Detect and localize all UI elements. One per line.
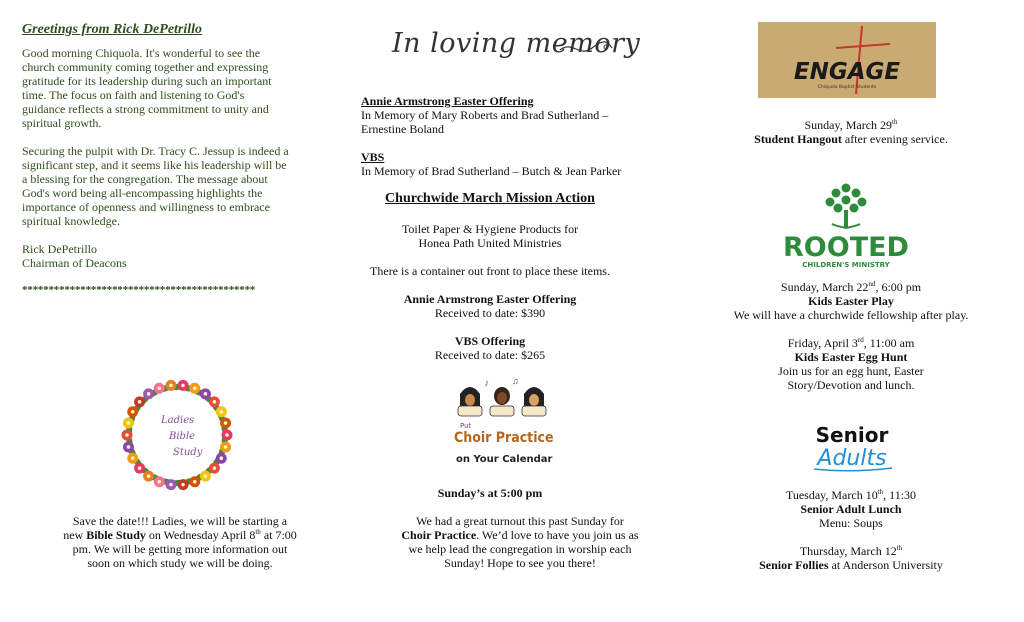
senior-lunch-event <box>726 488 976 530</box>
egg-hunt-line-2: Story/Devotion and lunch. <box>787 378 915 392</box>
wreath-flower-center <box>147 392 151 396</box>
wreath-flower-center <box>138 466 142 470</box>
wreath-flower-center <box>169 384 173 388</box>
kids-egg-hunt-event <box>726 336 976 392</box>
ladies-bible-study-wreath-logo <box>115 373 239 497</box>
annie-armstrong-memorial-heading: Annie Armstrong Easter Offering <box>361 94 534 108</box>
senior-follies-date: Thursday, March 12th <box>799 544 903 558</box>
wreath-flower-center <box>204 474 208 478</box>
student-hangout-event <box>726 118 976 146</box>
wreath-flower-center <box>157 386 161 390</box>
wreath-flower-center <box>224 445 228 449</box>
senior-follies-event <box>726 544 976 572</box>
annie-offering-heading: Annie Armstrong Easter Offering <box>403 292 577 306</box>
wreath-flower-center <box>157 480 161 484</box>
wreath-flower-center <box>193 386 197 390</box>
mission-items-line-1: Toilet Paper & Hygiene Products for <box>401 222 579 236</box>
annie-memorial-line-2: Ernestine Boland <box>361 122 444 136</box>
wreath-flower-center <box>169 483 173 487</box>
senior-adults-logo <box>806 420 898 474</box>
vbs-offering-received: Received to date: $265 <box>434 348 546 362</box>
wreath-flower-center <box>138 400 142 404</box>
mission-action-title: Churchwide March Mission Action <box>385 191 595 206</box>
kids-easter-play-event <box>726 280 976 322</box>
wreath-flower-center <box>147 474 151 478</box>
kids-play-note: We will have a churchwide fellowship after play. <box>733 308 969 322</box>
kids-play-date: Sunday, March 22nd, 6:00 pm <box>780 280 922 294</box>
wreath-flower-center <box>193 480 197 484</box>
wreath-word-bible: Bible <box>169 431 196 442</box>
senior-logo-bottom: Adults <box>817 446 887 471</box>
signature-name: Rick DePetrillo <box>22 242 97 256</box>
choir-practice-text: We had a great turnout this past Sunday for Choir Practice. We’d love to have you join us as we help lead the congregation in worship each Sunday! Hope to see you there! <box>401 514 639 570</box>
wreath-flower-center <box>204 392 208 396</box>
choir-practice-time: Sunday’s at 5:00 pm <box>437 486 543 500</box>
wreath-flower-center <box>131 456 135 460</box>
vbs-memorial-line: In Memory of Brad Sutherland – Butch & Jean Parker <box>361 164 622 178</box>
wreath-flower-center <box>127 445 131 449</box>
choir-practice-logo <box>452 376 554 472</box>
logo-on-your-calendar: on Your Calendar <box>456 454 553 465</box>
choir-singers-icon <box>458 376 546 416</box>
senior-lunch-menu: Menu: Soups <box>819 516 883 530</box>
wreath-flower-center <box>213 400 217 404</box>
wreath-flower-center <box>125 433 129 437</box>
rooted-childrens-ministry-logo <box>776 182 916 270</box>
wreath-flower-center <box>127 421 131 425</box>
rooted-logo-text: ROOTED <box>783 232 909 263</box>
engage-logo-sub: Chiquola Baptist Students <box>817 85 877 90</box>
student-hangout-date: Sunday, March 29th <box>804 118 898 132</box>
wreath-flower-center <box>213 466 217 470</box>
engage-logo-text: ENGAGE <box>793 59 901 85</box>
mission-items-line-2: Honea Path United Ministries <box>418 236 562 250</box>
rooted-logo-sub: CHILDREN'S MINISTRY <box>802 261 890 269</box>
wreath-flower-center <box>131 410 135 414</box>
container-note: There is a container out front to place these items. <box>370 264 610 278</box>
senior-lunch-title: Senior Adult Lunch <box>800 502 902 516</box>
flourish-icon <box>558 36 614 60</box>
vbs-memorial-heading: VBS <box>361 150 385 164</box>
in-loving-memory-title: In loving memory <box>392 28 641 59</box>
wreath-flower-center <box>225 433 229 437</box>
wreath-word-ladies: Ladies <box>161 415 195 426</box>
wreath-flower-center <box>219 456 223 460</box>
senior-follies-title: Senior Follies at Anderson University <box>759 558 943 572</box>
mission-items <box>352 222 628 250</box>
kids-play-title: Kids Easter Play <box>808 294 894 308</box>
wreath-word-study: Study <box>173 447 203 458</box>
egg-hunt-title: Kids Easter Egg Hunt <box>794 350 908 364</box>
greetings-paragraph-2: Securing the pulpit with Dr. Tracy C. Jessup is indeed a significant step, and it seems like his leadership will be a blessing for the congregation. The message about God's word being all-encompassing highlights the importance of openness and willingness to embrace spiritual knowledge. <box>22 144 289 228</box>
student-hangout-title: Student Hangout after evening service. <box>754 132 948 146</box>
senior-logo-top: Senior <box>815 423 889 447</box>
egg-hunt-line-1: Join us for an egg hunt, Easter <box>778 364 924 378</box>
greetings-title: Greetings from Rick DePetrillo <box>22 22 203 37</box>
annie-offering-total <box>352 292 628 320</box>
music-note-icon: ♪ <box>484 378 489 389</box>
logo-put: Put <box>460 422 472 430</box>
vbs-offering-total <box>352 334 628 362</box>
wreath-flower-center <box>224 421 228 425</box>
wreath-flower-center <box>181 483 185 487</box>
wreath-flower-center <box>181 384 185 388</box>
wreath-flower-center <box>219 410 223 414</box>
tree-icon <box>826 184 867 229</box>
signature-role: Chairman of Deacons <box>22 256 127 270</box>
bible-study-announcement: Save the date!!! Ladies, we will be starting a new Bible Study on Wednesday April 8th at 7:00 pm. We will be getting more information out soon on which study we will be doing. <box>63 514 297 570</box>
greetings-paragraph-1: Good morning Chiquola. It's wonderful to see the church community coming together and expressing gratitude for its leadership during such an important time. The focus on faith and listening to God's guidance reflects a strong commitment to unity and spiritual growth. <box>22 46 272 130</box>
engage-logo <box>758 22 936 98</box>
senior-lunch-date: Tuesday, March 10th, 11:30 <box>785 488 917 502</box>
annie-offering-received: Received to date: $390 <box>434 306 546 320</box>
logo-choir-practice: Choir Practice <box>454 430 554 446</box>
star-divider: ******************************************** <box>22 284 256 296</box>
music-note-icon-2: ♫ <box>512 376 519 386</box>
egg-hunt-date: Friday, April 3rd, 11:00 am <box>787 336 915 350</box>
vbs-offering-heading: VBS Offering <box>454 334 526 348</box>
annie-memorial-line-1: In Memory of Mary Roberts and Brad Sutherland – <box>361 108 609 122</box>
